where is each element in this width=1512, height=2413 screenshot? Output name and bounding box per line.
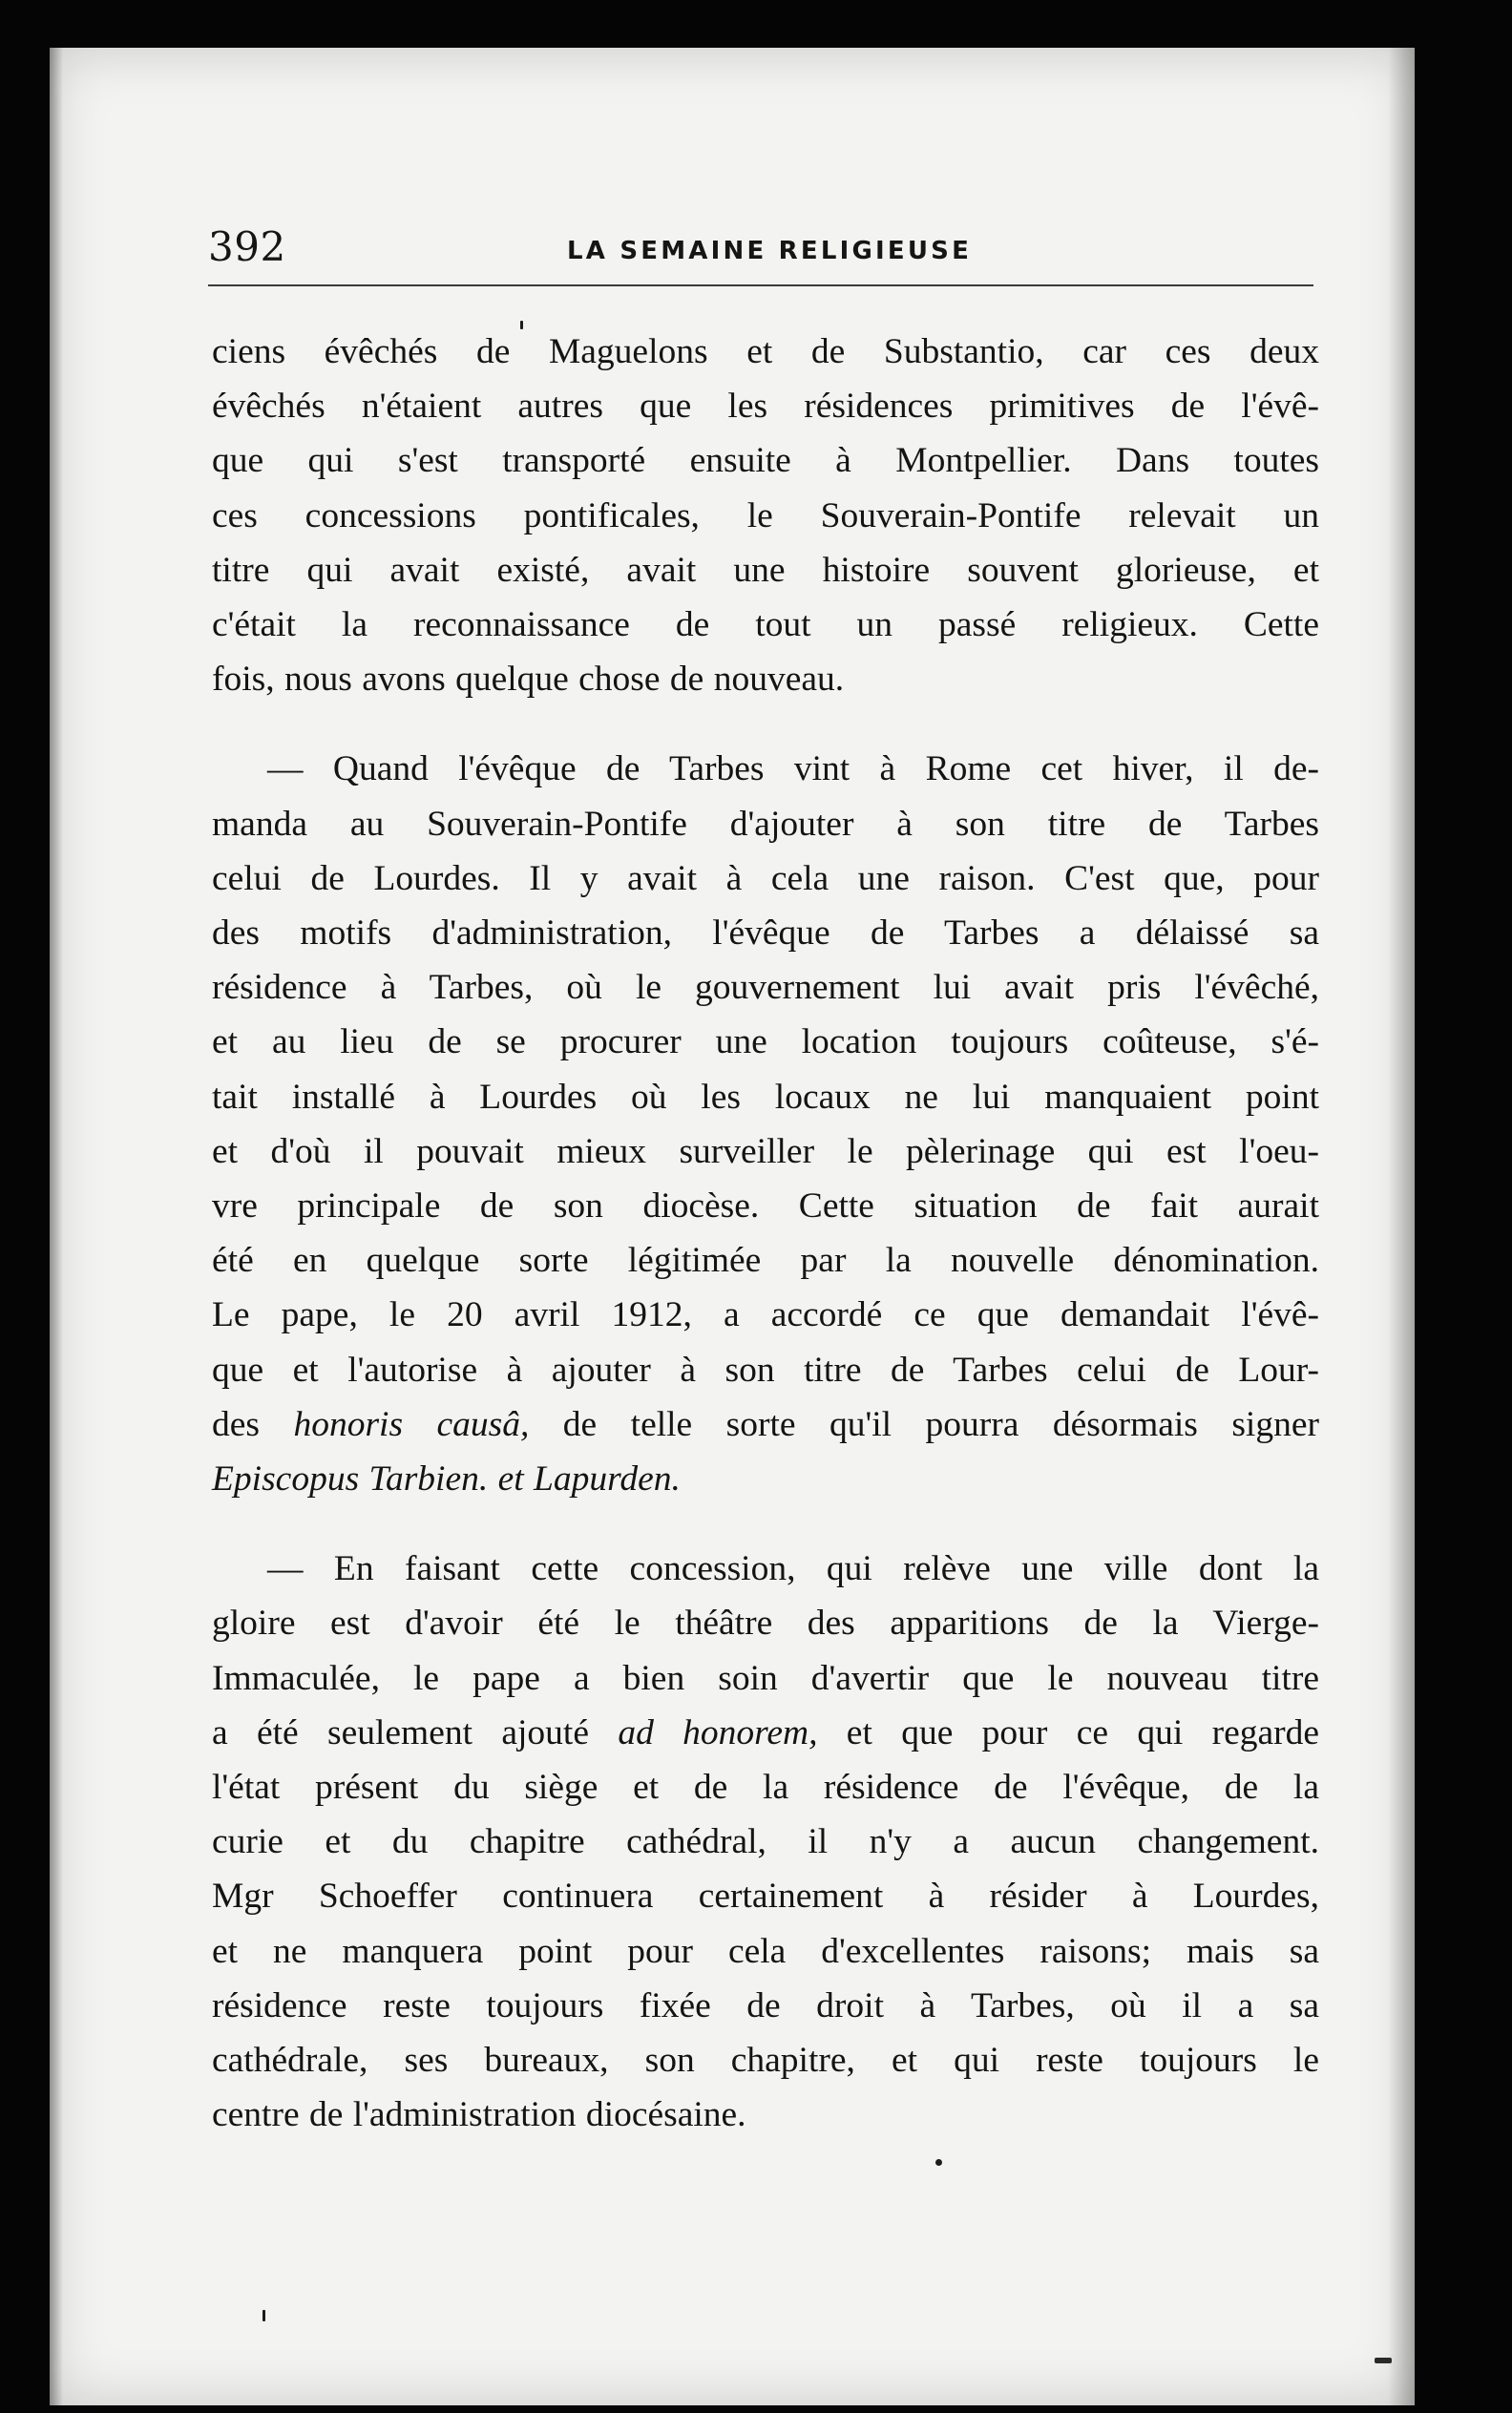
page-number: 392 <box>208 223 286 270</box>
body-text <box>212 325 1319 2143</box>
latin-signature-line: Episcopus Tarbien. et Lapurden. <box>212 1459 681 1500</box>
text-line: centre de l'administration diocésaine. <box>212 2095 746 2135</box>
text-line: et au lieu de se procurer une location toujours coûteuse, s'é- <box>212 1022 1319 1062</box>
text-fragment: a été seulement ajouté <box>212 1712 619 1752</box>
text-line: fois, nous avons quelque chose de nouveau. <box>212 660 845 700</box>
text-fragment: de telle sorte qu'il pourra désormais signer <box>529 1404 1319 1444</box>
edge-shadow <box>1388 48 1415 2405</box>
paragraph-3 <box>212 1542 1319 2142</box>
text-line: résidence reste toujours fixée de droit à Tarbes, où il a sa <box>212 1985 1319 2025</box>
paragraph-2 <box>212 742 1319 1506</box>
text-line: l'état présent du siège et de la résidence de l'évêque, de la <box>212 1768 1319 1808</box>
text-line: été en quelque sorte légitimée par la nouvelle dénomination. <box>212 1241 1319 1281</box>
text-line: des motifs d'administration, l'évêque de Tarbes a délaissé sa <box>212 913 1319 954</box>
text-line: et d'où il pouvait mieux surveiller le pèlerinage qui est l'oeu- <box>212 1131 1319 1171</box>
italic-phrase: honoris causâ, <box>293 1404 530 1444</box>
text-line: gloire est d'avoir été le théâtre des apparitions de la Vierge- <box>212 1604 1319 1644</box>
text-line: titre qui avait existé, avait une histoire souvent glorieuse, et <box>212 550 1319 590</box>
text-line: Le pape, le 20 avril 1912, a accordé ce que demandait l'évê- <box>212 1295 1319 1335</box>
text-line <box>212 1706 1319 1760</box>
text-line: que qui s'est transporté ensuite à Montpellier. Dans toutes <box>212 441 1319 481</box>
text-line: résidence à Tarbes, où le gouvernement lui avait pris l'évêché, <box>212 968 1319 1008</box>
text-line: ces concessions pontificales, le Souverain-Pontife relevait un <box>212 495 1319 535</box>
journal-title: LA SEMAINE RELIGIEUSE <box>567 237 973 265</box>
text-line: — En faisant cette concession, qui relève une ville dont la <box>267 1549 1319 1589</box>
scan-speck <box>520 321 523 329</box>
text-line: cathédrale, ses bureaux, son chapitre, et qui reste toujours le <box>212 2041 1319 2081</box>
scan-speck <box>262 2310 265 2321</box>
text-fragment: des <box>212 1404 294 1444</box>
running-head <box>208 178 1317 283</box>
text-line <box>212 1397 1319 1452</box>
text-line: et ne manquera point pour cela d'excellentes raisons; mais sa <box>212 1931 1319 1971</box>
header-rule <box>208 284 1313 286</box>
text-line: Mgr Schoeffer continuera certainement à résider à Lourdes, <box>212 1877 1319 1917</box>
text-line: vre principale de son diocèse. Cette situation de fait aurait <box>212 1186 1319 1227</box>
paragraph-1 <box>212 325 1319 706</box>
text-line: celui de Lourdes. Il y avait à cela une raison. C'est que, pour <box>212 858 1319 898</box>
text-line: curie et du chapitre cathédral, il n'y a aucun changement. <box>212 1822 1319 1862</box>
italic-phrase: ad honorem, <box>618 1712 818 1752</box>
text-fragment: et que pour ce qui regarde <box>817 1712 1319 1752</box>
text-line: évêchés n'étaient autres que les résidences primitives de l'évê- <box>212 387 1319 427</box>
text-line: — Quand l'évêque de Tarbes vint à Rome cet hiver, il de- <box>267 749 1319 789</box>
text-line: manda au Souverain-Pontife d'ajouter à son titre de Tarbes <box>212 804 1319 844</box>
text-line: que et l'autorise à ajouter à son titre de Tarbes celui de Lour- <box>212 1350 1319 1390</box>
gutter-shadow <box>50 48 63 2405</box>
scan-speck <box>1375 2358 1392 2363</box>
text-line: tait installé à Lourdes où les locaux ne lui manquaient point <box>212 1077 1319 1117</box>
text-line: Immaculée, le pape a bien soin d'avertir que le nouveau titre <box>212 1658 1319 1698</box>
scan-speck <box>935 2159 942 2166</box>
text-line: c'était la reconnaissance de tout un passé religieux. Cette <box>212 605 1319 645</box>
text-line: ciens évêchés de Maguelons et de Substantio, car ces deux <box>212 332 1319 371</box>
